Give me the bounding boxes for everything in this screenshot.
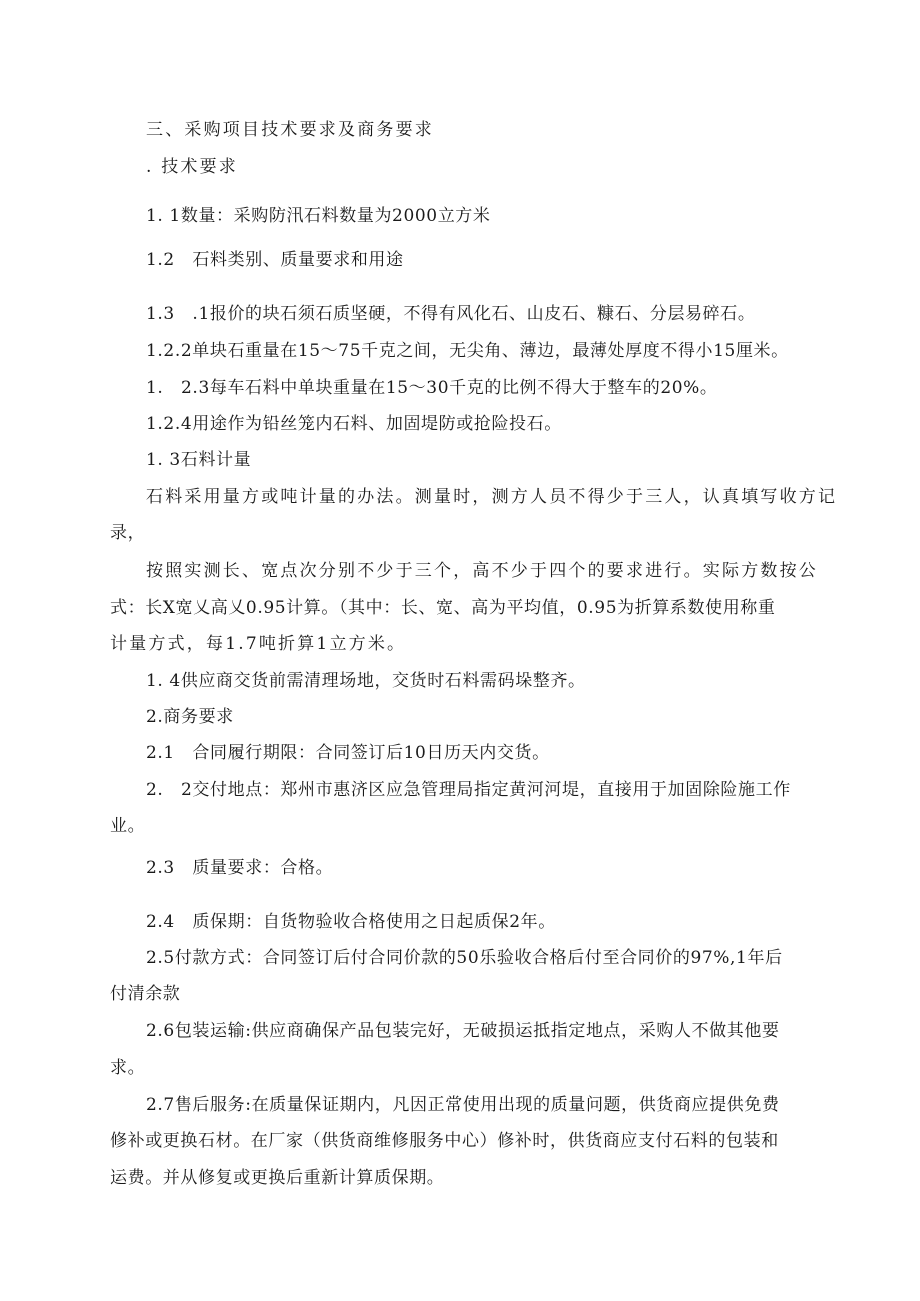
measure-paragraph-line-1: 石料采用量方或吨计量的办法。测量时，测方人员不得少于三人，认真填写收方记 (146, 487, 838, 507)
paragraph-2-7-line-2: 修补或更换石材。在厂家（供货商维修服务中心）修补时，供货商应支付石料的包装和 (110, 1131, 779, 1151)
paragraph-1-2-3: 1. 2.3每车石料中单块重量在15～30千克的比例不得大于整车的20%。 (146, 378, 718, 398)
paragraph-2-6-line-1: 2.6包装运输:供应商确保产品包装完好，无破损运抵指定地点，采购人不做其他要 (146, 1021, 780, 1041)
measure-paragraph-line-3: 按照实测长、宽点次分别不少于三个，高不少于四个的要求进行。实际方数按公 (146, 561, 818, 581)
measure-paragraph-line-2: 录， (110, 523, 146, 543)
paragraph-2-2-line-1: 2. 2交付地点：郑州市惠济区应急管理局指定黄河河堤，直接用于加固除险施工作 (146, 780, 791, 800)
paragraph-2-6-line-2: 求。 (110, 1058, 146, 1078)
paragraph-2-7-line-1: 2.7售后服务:在质量保证期内，凡因正常使用出现的质量问题，供货商应提供免费 (146, 1095, 780, 1115)
tech-requirements-heading: . 技术要求 (146, 157, 239, 177)
paragraph-2-7-line-3: 运费。并从修复或更换后重新计算质保期。 (110, 1168, 445, 1188)
paragraph-1-2-4: 1.2.4用途作为铅丝笼内石料、加固堤防或抢险投石。 (146, 414, 562, 434)
paragraph-1-3-measure: 1. 3石料计量 (146, 450, 252, 470)
paragraph-2-5-line-1: 2.5付款方式：合同签订后付合同价款的50乐验收合格后付至合同价的97%,1年后 (146, 948, 783, 968)
paragraph-2-5-line-2: 付清余款 (110, 984, 181, 1004)
paragraph-2-2-line-2: 业。 (110, 816, 146, 836)
paragraph-1-4: 1. 4供应商交货前需清理场地，交货时石料需码垛整齐。 (146, 671, 586, 691)
paragraph-1-2: 1.2 石料类别、质量要求和用途 (146, 250, 404, 270)
measure-paragraph-line-5: 计量方式，每1.7吨折算1立方米。 (110, 634, 407, 654)
paragraph-1-2-2: 1.2.2单块石重量在15～75千克之间，无尖角、薄边，最薄处厚度不得小15厘米。 (146, 341, 789, 361)
measure-paragraph-line-4: 式：长X宽乂高乂0.95计算。（其中：长、宽、高为平均值，0.95为折算系数使用称重 (110, 598, 776, 618)
paragraph-1-1: 1. 1数量：采购防汛石料数量为2000立方米 (146, 206, 491, 226)
paragraph-1-3: 1.3 .1报价的块石须石质坚硬，不得有风化石、山皮石、糠石、分层易碎石。 (146, 304, 756, 324)
section-title: 三、采购项目技术要求及商务要求 (146, 120, 434, 140)
paragraph-2-4: 2.4 质保期：自货物验收合格使用之日起质保2年。 (146, 912, 556, 932)
business-requirements-heading: 2.商务要求 (146, 707, 234, 727)
paragraph-2-1: 2.1 合同履行期限：合同签订后10日历天内交货。 (146, 743, 550, 763)
paragraph-2-3: 2.3 质量要求：合格。 (146, 858, 334, 878)
